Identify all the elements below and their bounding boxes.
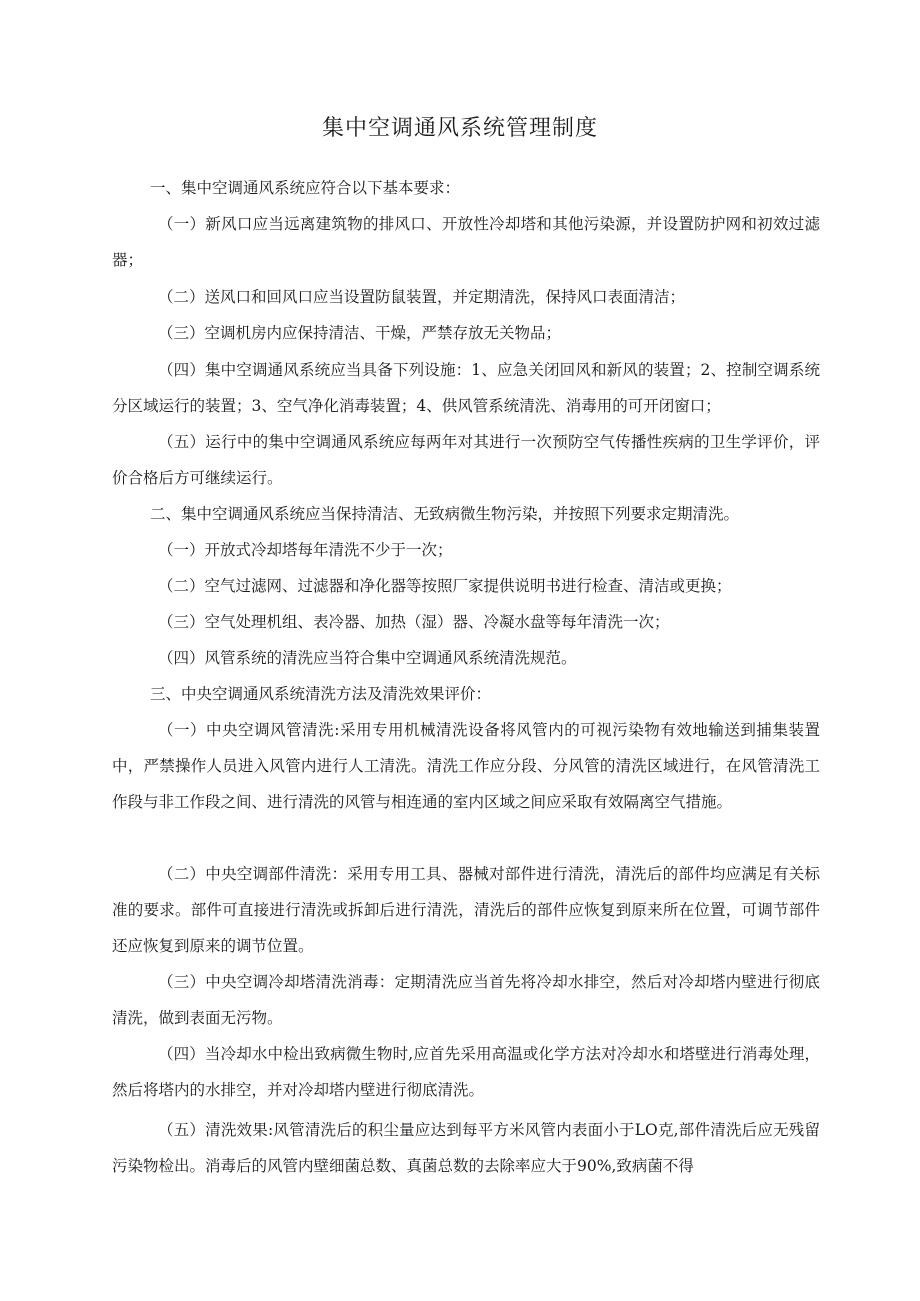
paragraph: （五）运行中的集中空调通风系统应每两年对其进行一次预防空气传播性疾病的卫生学评价，评价合格后方可继续运行。 bbox=[112, 433, 820, 487]
document-title: 集中空调通风系统管理制度 bbox=[321, 116, 598, 141]
paragraph: （四）风管系统的清洗应当符合集中空调通风系统清洗规范。 bbox=[158, 649, 577, 667]
paragraph: （五）清洗效果:风管清洗后的积尘量应达到每平方米风管内表面小于LO克,部件清洗后应无残留污染物检出。消毒后的风管内壁细菌总数、真菌总数的去除率应大于90%,致病菌不得 bbox=[112, 1121, 820, 1175]
paragraph: （四）集中空调通风系统应当具备下列设施：1、应急关闭回风和新风的装置；2、控制空调系统分区域运行的装置；3、空气净化消毒装置；4、供风管系统清洗、消毒用的可开闭窗口； bbox=[112, 361, 820, 415]
section-heading-1: 一、集中空调通风系统应符合以下基本要求： bbox=[150, 179, 461, 197]
paragraph: （三）中央空调冷却塔清洗消毒：定期清洗应当首先将冷却水排空，然后对冷却塔内壁进行彻底清洗，做到表面无污物。 bbox=[112, 973, 820, 1027]
paragraph: （四）当冷却水中检出致病微生物时,应首先采用高温或化学方法对冷却水和塔壁进行消毒处理，然后将塔内的水排空，并对冷却塔内壁进行彻底清洗。 bbox=[112, 1045, 820, 1099]
paragraph: （三）空气处理机组、表冷器、加热（湿）器、冷凝水盘等每年清洗一次； bbox=[158, 613, 670, 631]
paragraph: （二）空气过滤网、过滤器和净化器等按照厂家提供说明书进行检查、清洁或更换； bbox=[158, 577, 732, 595]
paragraph: （一）新风口应当远离建筑物的排风口、开放性冷却塔和其他污染源，并设置防护网和初效过滤器； bbox=[112, 215, 820, 269]
paragraph: （三）空调机房内应保持清洁、干燥，严禁存放无关物品； bbox=[158, 324, 562, 342]
paragraph: （二）送风口和回风口应当设置防鼠装置，并定期清洗，保持风口表面清洁； bbox=[158, 288, 686, 306]
section-heading-2: 二、集中空调通风系统应当保持清洁、无致病微生物污染，并按照下列要求定期清洗。 bbox=[150, 505, 740, 523]
paragraph: （二）中央空调部件清洗：采用专用工具、器械对部件进行清洗，清洗后的部件均应满足有关标准的要求。部件可直接进行清洗或拆卸后进行清洗，清洗后的部件应恢复到原来所在位置，可调节部件还应恢复到原来的调节位置。 bbox=[112, 865, 820, 955]
paragraph: （一）中央空调风管清洗:采用专用机械清洗设备将风管内的可视污染物有效地输送到捕集装置中，严禁操作人员进入风管内进行人工清洗。清洗工作应分段、分风管的清洗区域进行，在风管清洗工作段与非工作段之间、进行清洗的风管与相连通的室内区域之间应采取有效隔离空气措施。 bbox=[112, 721, 820, 811]
section-heading-3: 三、中央空调通风系统清洗方法及清洗效果评价： bbox=[150, 685, 492, 703]
paragraph: （一）开放式冷却塔每年清洗不少于一次； bbox=[158, 541, 453, 559]
